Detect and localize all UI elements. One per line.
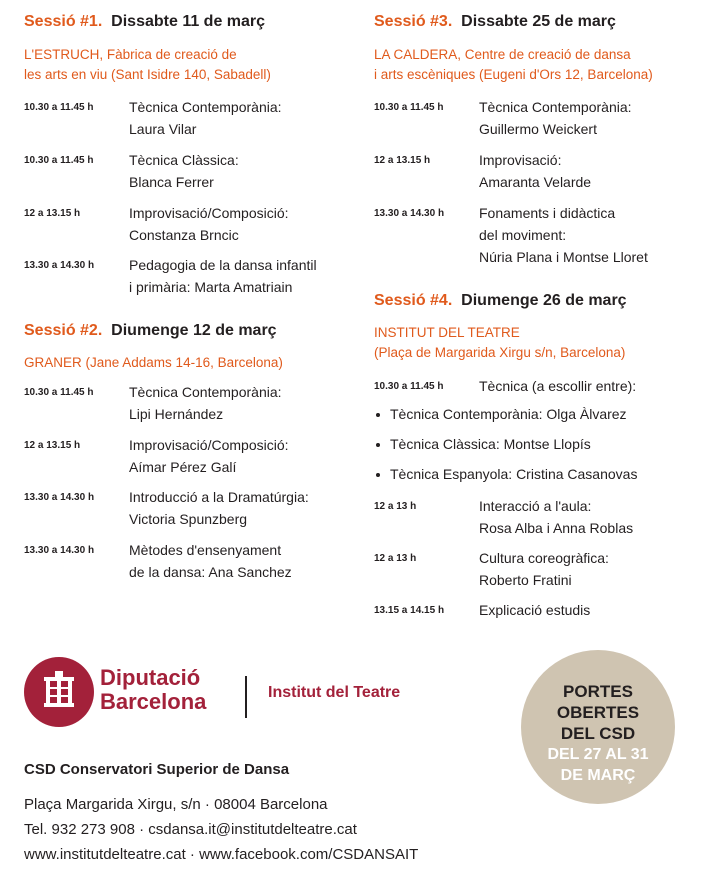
session-3-venue: LA CALDERA, Centre de creació de dansa i arts escèniques (Eugeni d'Ors 12, Barcelona) bbox=[374, 47, 653, 82]
address: Plaça Margarida Xirgu, s/n · 08004 Barcelona bbox=[24, 796, 328, 813]
list-item: Tècnica Contemporània: Olga Àlvarez bbox=[374, 406, 627, 422]
contact-info: Tel. 932 273 908 · csdansa.it@institutdelteatre.cat bbox=[24, 821, 357, 838]
csd-title: CSD Conservatori Superior de Dansa bbox=[24, 761, 290, 778]
diputacio-logo-icon bbox=[24, 657, 94, 727]
session-3-heading: Sessió #3. Dissabte 25 de març bbox=[374, 13, 616, 30]
list-item: Tècnica Espanyola: Cristina Casanovas bbox=[374, 466, 637, 482]
list-item: Tècnica Clàssica: Montse Llopís bbox=[374, 436, 591, 452]
open-doors-badge: PORTES OBERTES DEL CSD DEL 27 AL 31 DE MARÇ bbox=[521, 650, 675, 804]
session-2-venue: GRANER (Jane Addams 14-16, Barcelona) bbox=[24, 355, 283, 370]
bullet-icon bbox=[376, 473, 380, 477]
session-1-venue: L'ESTRUCH, Fàbrica de creació de les arts en viu (Sant Isidre 140, Sabadell) bbox=[24, 47, 271, 82]
diputacio-barcelona-wordmark: Diputació Barcelona bbox=[100, 665, 207, 714]
web-links[interactable]: www.institutdelteatre.cat · www.facebook.com/CSDANSAIT bbox=[24, 846, 419, 863]
bullet-icon bbox=[376, 443, 380, 447]
session-4-venue: INSTITUT DEL TEATRE (Plaça de Margarida Xirgu s/n, Barcelona) bbox=[374, 325, 626, 360]
session-1-heading: Sessió #1. Dissabte 11 de març bbox=[24, 13, 266, 30]
session-4-heading: Sessió #4. Diumenge 26 de març bbox=[374, 292, 627, 309]
session-2-heading: Sessió #2. Diumenge 12 de març bbox=[24, 322, 277, 339]
divider bbox=[245, 676, 247, 718]
bullet-icon bbox=[376, 413, 380, 417]
institut-del-teatre-wordmark: Institut del Teatre bbox=[268, 684, 401, 701]
